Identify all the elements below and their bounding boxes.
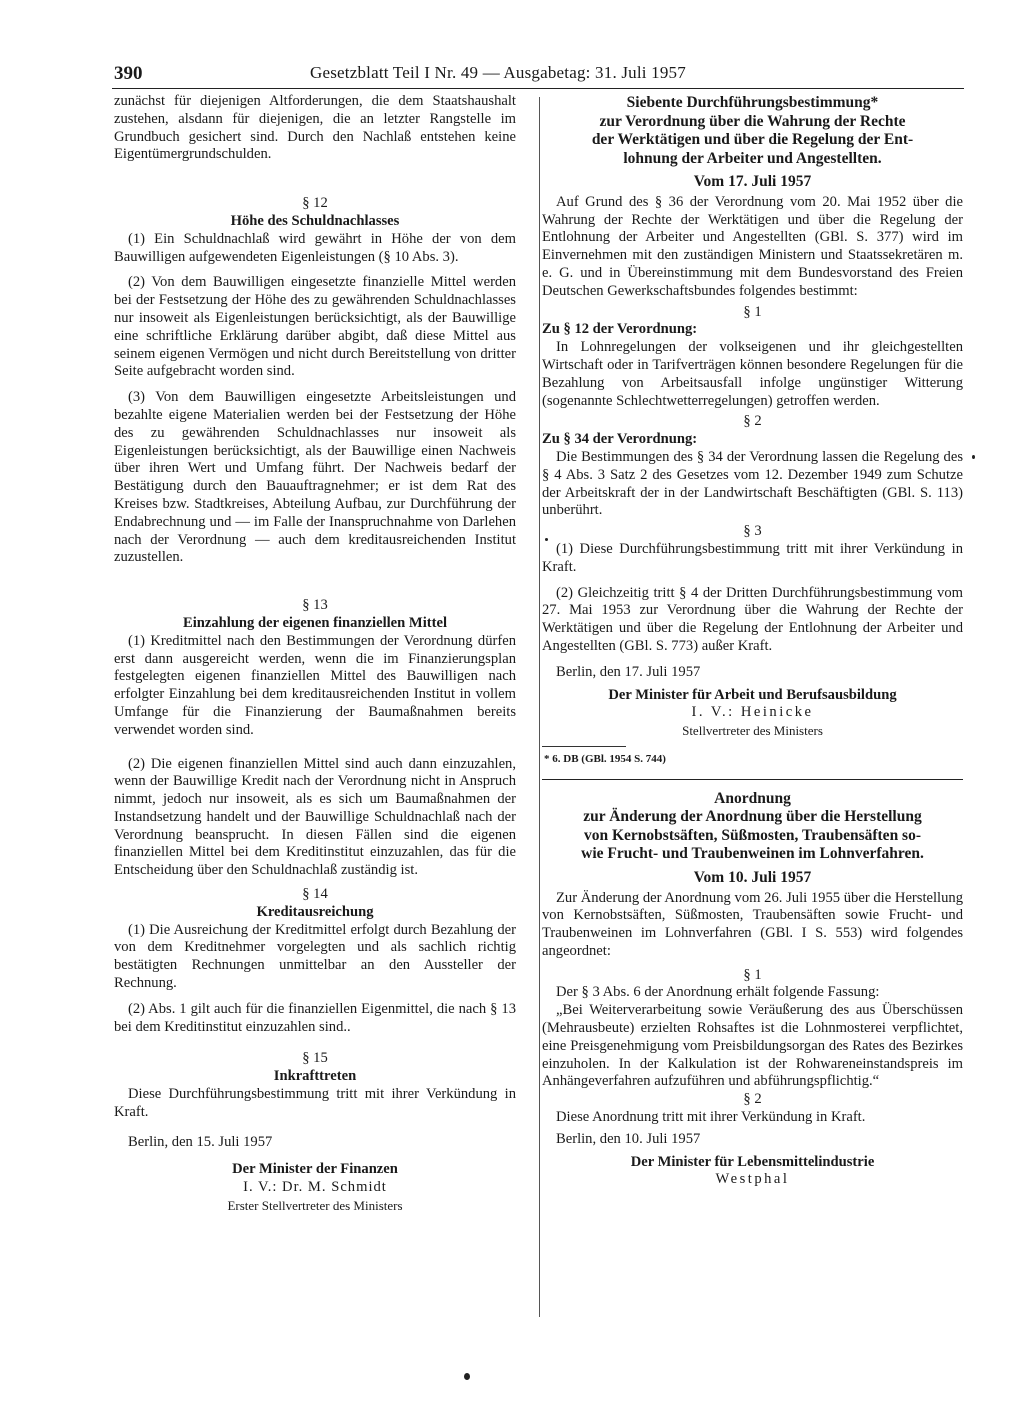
section-14-number: § 14 [302,886,328,903]
section-13-para-2: (2) Die eigenen finanziellen Mittel sind auch dann einzuzahlen, wenn der Bauwillige Kredit nach der Verordnung nicht in Anspruch nimmt, jedoch nur insoweit, als es sich um Baumaßnahmen der Instandsetzung handelt und der Bauwillige Schuldnachlaß nach der Verordnung beansprucht. In diesen Fällen sind die eigenen finanziellen Mittel bei dem Kreditinstitut einzuzahlen, das für die Entscheidung über den Schuldnachlaß zuständig ist. [114,755,516,879]
doc1-signer-role: Stellvertreter des Ministers [682,723,823,739]
section-14-title: Kreditausreichung [256,903,374,920]
doc1-section-2-number: § 2 [743,413,762,430]
section-15-para-1: Diese Durchführungsbestimmung tritt mit ihrer Verkündung in Kraft. [114,1086,516,1120]
left-column [114,93,516,1215]
footnote-rule [542,746,626,747]
intro-paragraph: zunächst für diejenigen Altforderungen, die dem Staatshaushalt zustehen, alsdann für diejenigen, die an letzter Rangstelle im Grundbuch gesichert sind. Durch den Nachlaß entstehen keine Eigentümergrundschulden. [114,93,516,163]
section-separator [542,779,963,780]
doc2-section-1-number: § 1 [743,966,762,983]
doc1-section-2-text: Die Bestimmungen des § 34 der Verordnung lassen die Regelung des § 4 Abs. 3 Satz 2 des Gesetzes vom 12. Dezember 1949 zum Schutze der Arbeitskraft der in der Landwirtschaft Beschäftigten (GBl. S. 113) unberührt. [542,448,963,519]
doc2-title-line-3: von Kernobstsäften, Süßmosten, Traubensäften so- [583,826,922,844]
running-header: Gesetzblatt Teil I Nr. 49 — Ausgabetag: 31. Juli 1957 [310,63,686,82]
doc1-title-line-4: lohnung der Arbeiter und Angestellten. [623,149,882,167]
doc1-date: Vom 17. Juli 1957 [693,173,812,190]
print-speck [972,455,975,459]
footnote: * 6. DB (GBl. 1954 S. 744) [544,752,666,765]
doc1-section-3-number: § 3 [743,523,762,540]
section-14-para-1: (1) Die Ausreichung der Kreditmittel erfolgt durch Bezahlung der von dem Kreditnehmer vorgelegten und als sachlich richtig bestätigten Rechnungen unmittelbar an den Aussteller der Rechnung. [114,921,516,992]
doc2-section-2-text: Diese Anordnung tritt mit ihrer Verkündung in Kraft. [556,1109,866,1126]
doc1-preamble: Auf Grund des § 36 der Verordnung vom 20. Mai 1952 über die Wahrung der Rechte der Werktätigen und über die Regelung der Entlohnung der Arbeiter und Angestellten (GBl. S. 377) wird im Einvernehmen mit den zuständigen Ministern und Staatssekretären m. e. G. und in Übereinstimmung mit dem Bundesvorstand des Freien Deutschen Gewerkschaftsbundes folgendes bestimmt: [542,193,963,299]
doc1-title-line-2: zur Verordnung über die Wahrung der Rechte [599,112,906,130]
doc2-title-line-4: wie Frucht- und Traubenweinen im Lohnverfahren. [581,845,924,863]
doc2-signer-title: Der Minister für Lebensmittelindustrie [630,1153,875,1170]
doc1-section-1-number: § 1 [743,303,762,320]
section-15-number: § 15 [302,1050,328,1067]
section-12-para-2: (2) Von dem Bauwilligen eingesetzte finanzielle Mittel werden bei der Festsetzung der Höhe des zu gewährenden Schuldnachlasses nur insoweit als Eigenleistungen berücksichtigt, als der Bauwillige eine schriftliche Erklärung darüber abgibt, daß diese Mittel aus seinem eigenen Vermögen und nicht durch Bereitstellung von dritter Seite aufgebracht worden sind. [114,274,516,380]
right-column [542,94,963,1189]
place-date: Berlin, den 15. Juli 1957 [128,1133,273,1150]
doc1-section-1-ref: Zu § 12 der Verordnung: [542,321,698,338]
doc2-section-2-number: § 2 [743,1091,762,1108]
doc2-signer-name: Westphal [715,1171,790,1188]
section-13-number: § 13 [302,597,328,614]
doc1-signer-title: Der Minister für Arbeit und Berufsausbildung [608,686,897,703]
signer-title: Der Minister der Finanzen [232,1161,398,1178]
doc1-place-date: Berlin, den 17. Juli 1957 [556,663,701,680]
column-divider [539,97,540,1317]
section-15-title: Inkrafttreten [273,1068,357,1085]
doc2-section-1-intro: Der § 3 Abs. 6 der Anordnung erhält folgende Fassung: [556,984,880,1001]
header-rule [112,88,964,89]
section-12-title: Höhe des Schuldnachlasses [230,212,400,229]
section-12-para-1: (1) Ein Schuldnachlaß wird gewährt in Höhe der von dem Bauwilligen aufgewendeten Eigenleistungen (§ 10 Abs. 3). [114,230,516,265]
page-number: 390 [114,63,143,84]
print-speck [464,1373,470,1380]
doc1-section-2-ref: Zu § 34 der Verordnung: [542,431,698,448]
section-12-para-3: (3) Von dem Bauwilligen eingesetzte Arbeitsleistungen und bezahlte eigene Materialien werden bei der Festsetzung der Höhe des zu gewährenden Schuldnachlasses nur insoweit als Eigenleistungen berücksichtigt, als der Bauwillige einen Nachweis über ihren Wert und Umfang führt. Der Nachweis bedarf der Bestätigung durch den Bauauftragnehmer; er ist dem Rat des Kreises bzw. Stadtkreises, Abteilung Aufbau, zur Durchführung der Endabrechnung und — im Falle der Inanspruchnahme von Darlehen nach der Verordnung — auch dem kreditausreichenden Institut zuzustellen. [114,389,516,566]
signer-role: Erster Stellvertreter des Ministers [227,1198,403,1214]
doc1-title-line-1: Siebente Durchführungsbestimmung* [626,94,879,111]
doc1-section-3-para-2: (2) Gleichzeitig tritt § 4 der Dritten Durchführungsbestimmung vom 27. Mai 1953 zur Verordnung über die Wahrung der Rechte der Werktätigen und über die Regelung der Entlohnung der Arbeiter und Angestellten (GBl. S. 773) außer Kraft. [542,584,963,654]
doc2-preamble: Zur Änderung der Anordnung vom 26. Juli 1955 über die Herstellung von Kernobstsäften, Süßmosten, Traubensäften sowie Frucht- und Traubenweinen im Lohnverfahren (GBl. I S. 553) wird folgendes angeordnet: [542,889,963,959]
section-12-number: § 12 [302,195,328,212]
doc2-place-date: Berlin, den 10. Juli 1957 [556,1130,701,1147]
section-14-para-2: (2) Abs. 1 gilt auch für die finanziellen Eigenmittel, die nach § 13 bei dem Kreditinstitut einzuzahlen sind.. [114,1000,516,1035]
section-13-para-1: (1) Kreditmittel nach den Bestimmungen der Verordnung dürfen erst dann ausgereicht werden, wenn die im Finanzierungsplan festgelegten eigenen finanziellen Mittel des Bauwilligen nach erfolgter Einzahlung bei dem kreditausreichenden Institut in vollem Umfange für die Finanzierung der Baumaßnahmen bereits verwendet worden sind. [114,632,516,738]
doc1-section-1-text: In Lohnregelungen der volkseigenen und ihr gleichgestellten Wirtschaft oder in Tarifverträgen können besondere Regelungen für die Bezahlung von Arbeitsausfall infolge ungünstiger Witterung (sogenannte Schlechtwetterregelungen) getroffen werden. [542,339,963,409]
doc1-section-3-para-1: (1) Diese Durchführungsbestimmung tritt mit ihrer Verkündung in Kraft. [542,540,963,575]
section-13-title: Einzahlung der eigenen finanziellen Mittel [182,614,448,631]
doc2-section-1-quote: „Bei Weiterverarbeitung sowie Veräußerung des aus Überschüssen (Mehrausbeute) erzielten Rohsaftes ist die Lohnmosterei verpflichtet, eine Preisgenehmigung vom Preisbildungsorgan des Rates des Bezirkes einzuholen. In der Kalkulation ist der Rohwareneinstandspreis im Anhängeverfahren aufzuführen und abführungspflichtig.“ [542,1002,963,1090]
print-speck [545,538,548,541]
doc2-title-line-2: zur Änderung der Anordnung über die Herstellung [583,808,922,826]
signer-name: I. V.: Dr. M. Schmidt [243,1179,387,1196]
doc2-title-line-1: Anordnung [714,789,791,807]
doc2-date: Vom 10. Juli 1957 [693,868,812,886]
doc1-title-line-3: der Werktätigen und über die Regelung der Ent- [591,131,914,148]
doc1-signer-name: I. V.: Heinicke [691,704,814,721]
